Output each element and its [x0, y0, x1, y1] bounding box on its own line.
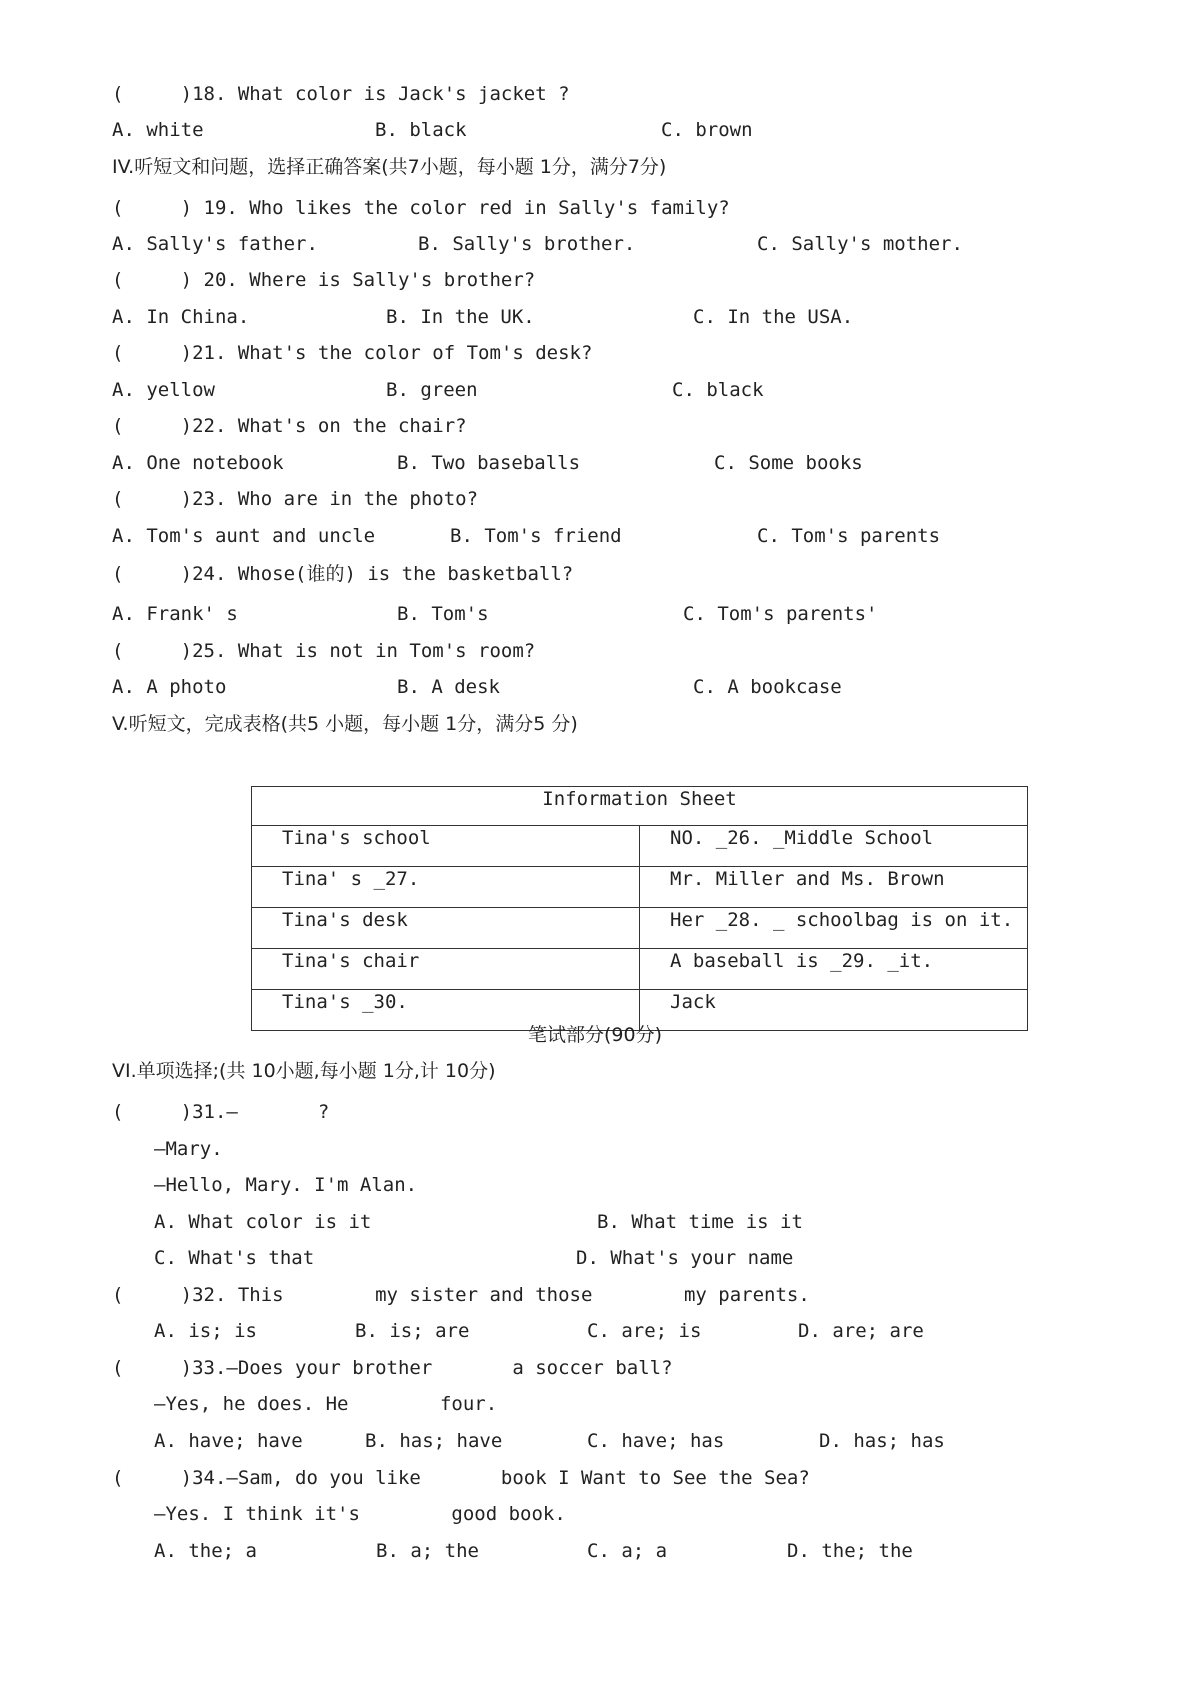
q24-option-c: C. Tom's parents' — [683, 603, 878, 625]
question-24-stem: ( )24. Whose(谁的) is the basketball? — [112, 563, 574, 585]
q19-option-a: A. Sally's father. — [112, 233, 318, 255]
q18-option-a: A. white — [112, 119, 204, 141]
q18-option-b: B. black — [375, 119, 467, 141]
information-sheet-table — [251, 786, 1028, 1031]
table-row — [252, 949, 1028, 990]
table-row — [252, 826, 1028, 867]
q32-option-a: A. is; is — [154, 1320, 257, 1342]
question-25-stem: ( )25. What is not in Tom's room? — [112, 640, 536, 662]
table-cell-value: Her _28. _ schoolbag is on it. — [640, 908, 1028, 949]
q25-option-b: B. A desk — [397, 676, 500, 698]
question-19-stem: ( ) 19. Who likes the color red in Sally's family? — [112, 197, 730, 219]
q32-option-b: B. is; are — [355, 1320, 470, 1342]
q20-option-a: A. In China. — [112, 306, 250, 328]
q20-option-b: B. In the UK. — [386, 306, 535, 328]
q34-option-a: A. the; a — [154, 1540, 257, 1562]
q25-option-a: A. A photo — [112, 676, 227, 698]
q21-option-a: A. yellow — [112, 379, 215, 401]
q24-option-b: B. Tom's — [397, 603, 489, 625]
table-row — [252, 867, 1028, 908]
q18-option-c: C. brown — [661, 119, 753, 141]
section-5-heading: V.听短文，完成表格(共5 小题，每小题 1分，满分5 分) — [112, 713, 578, 735]
section-4-heading: IV.听短文和问题，选择正确答案(共7小题，每小题 1分，满分7分) — [112, 156, 667, 178]
q24-option-a: A. Frank' s — [112, 603, 238, 625]
question-23-stem: ( )23. Who are in the photo? — [112, 488, 479, 510]
q31-option-d: D. What's your name — [576, 1247, 794, 1269]
question-22-stem: ( )22. What's on the chair? — [112, 415, 467, 437]
q23-option-c: C. Tom's parents — [757, 525, 941, 547]
table-row — [252, 908, 1028, 949]
question-34-stem: ( )34.—Sam, do you like book I Want to See the Sea? — [112, 1467, 810, 1489]
written-part-title: 笔试部分(90分) — [527, 1024, 662, 1046]
q22-option-c: C. Some books — [714, 452, 863, 474]
question-18-stem: ( )18. What color is Jack's jacket ? — [112, 83, 570, 105]
q34-option-d: D. the; the — [787, 1540, 913, 1562]
table-title: Information Sheet — [252, 787, 1028, 826]
q23-option-a: A. Tom's aunt and uncle — [112, 525, 376, 547]
table-cell-value: A baseball is _29. _it. — [640, 949, 1028, 990]
q31-option-c: C. What's that — [154, 1247, 315, 1269]
question-21-stem: ( )21. What's the color of Tom's desk? — [112, 342, 593, 364]
q33-option-b: B. has; have — [365, 1430, 503, 1452]
q31-option-a: A. What color is it — [154, 1211, 372, 1233]
q21-option-b: B. green — [386, 379, 478, 401]
q22-option-b: B. Two baseballs — [397, 452, 581, 474]
table-cell-label: Tina's _30. — [252, 990, 640, 1031]
q31-dialog-line: —Mary. — [154, 1138, 223, 1160]
table-cell-label: Tina's desk — [252, 908, 640, 949]
q34-option-b: B. a; the — [376, 1540, 479, 1562]
q33-dialog-line: —Yes, he does. He four. — [154, 1393, 498, 1415]
q34-dialog-line: —Yes. I think it's good book. — [154, 1503, 566, 1525]
table-cell-label: Tina' s _27. — [252, 867, 640, 908]
table-cell-value: Jack — [640, 990, 1028, 1031]
q31-dialog-line: —Hello, Mary. I'm Alan. — [154, 1174, 418, 1196]
question-33-stem: ( )33.—Does your brother a soccer ball? — [112, 1357, 673, 1379]
q33-option-a: A. have; have — [154, 1430, 303, 1452]
q33-option-c: C. have; has — [587, 1430, 725, 1452]
table-cell-value: Mr. Miller and Ms. Brown — [640, 867, 1028, 908]
q19-option-b: B. Sally's brother. — [418, 233, 636, 255]
q34-option-c: C. a; a — [587, 1540, 668, 1562]
question-32-stem: ( )32. This my sister and those my parents. — [112, 1284, 810, 1306]
question-20-stem: ( ) 20. Where is Sally's brother? — [112, 269, 536, 291]
table-cell-label: Tina's chair — [252, 949, 640, 990]
section-6-heading: VI.单项选择;(共 10小题,每小题 1分,计 10分) — [112, 1060, 496, 1082]
table-cell-value: NO. _26. _Middle School — [640, 826, 1028, 867]
q23-option-b: B. Tom's friend — [450, 525, 622, 547]
q21-option-c: C. black — [672, 379, 764, 401]
q33-option-d: D. has; has — [819, 1430, 945, 1452]
question-31-stem: ( )31.— ? — [112, 1101, 330, 1123]
q25-option-c: C. A bookcase — [693, 676, 842, 698]
table-title-row — [252, 787, 1028, 826]
q19-option-c: C. Sally's mother. — [757, 233, 963, 255]
q22-option-a: A. One notebook — [112, 452, 284, 474]
table-cell-label: Tina's school — [252, 826, 640, 867]
q32-option-c: C. are; is — [587, 1320, 702, 1342]
q31-option-b: B. What time is it — [597, 1211, 803, 1233]
q20-option-c: C. In the USA. — [693, 306, 854, 328]
q32-option-d: D. are; are — [798, 1320, 924, 1342]
